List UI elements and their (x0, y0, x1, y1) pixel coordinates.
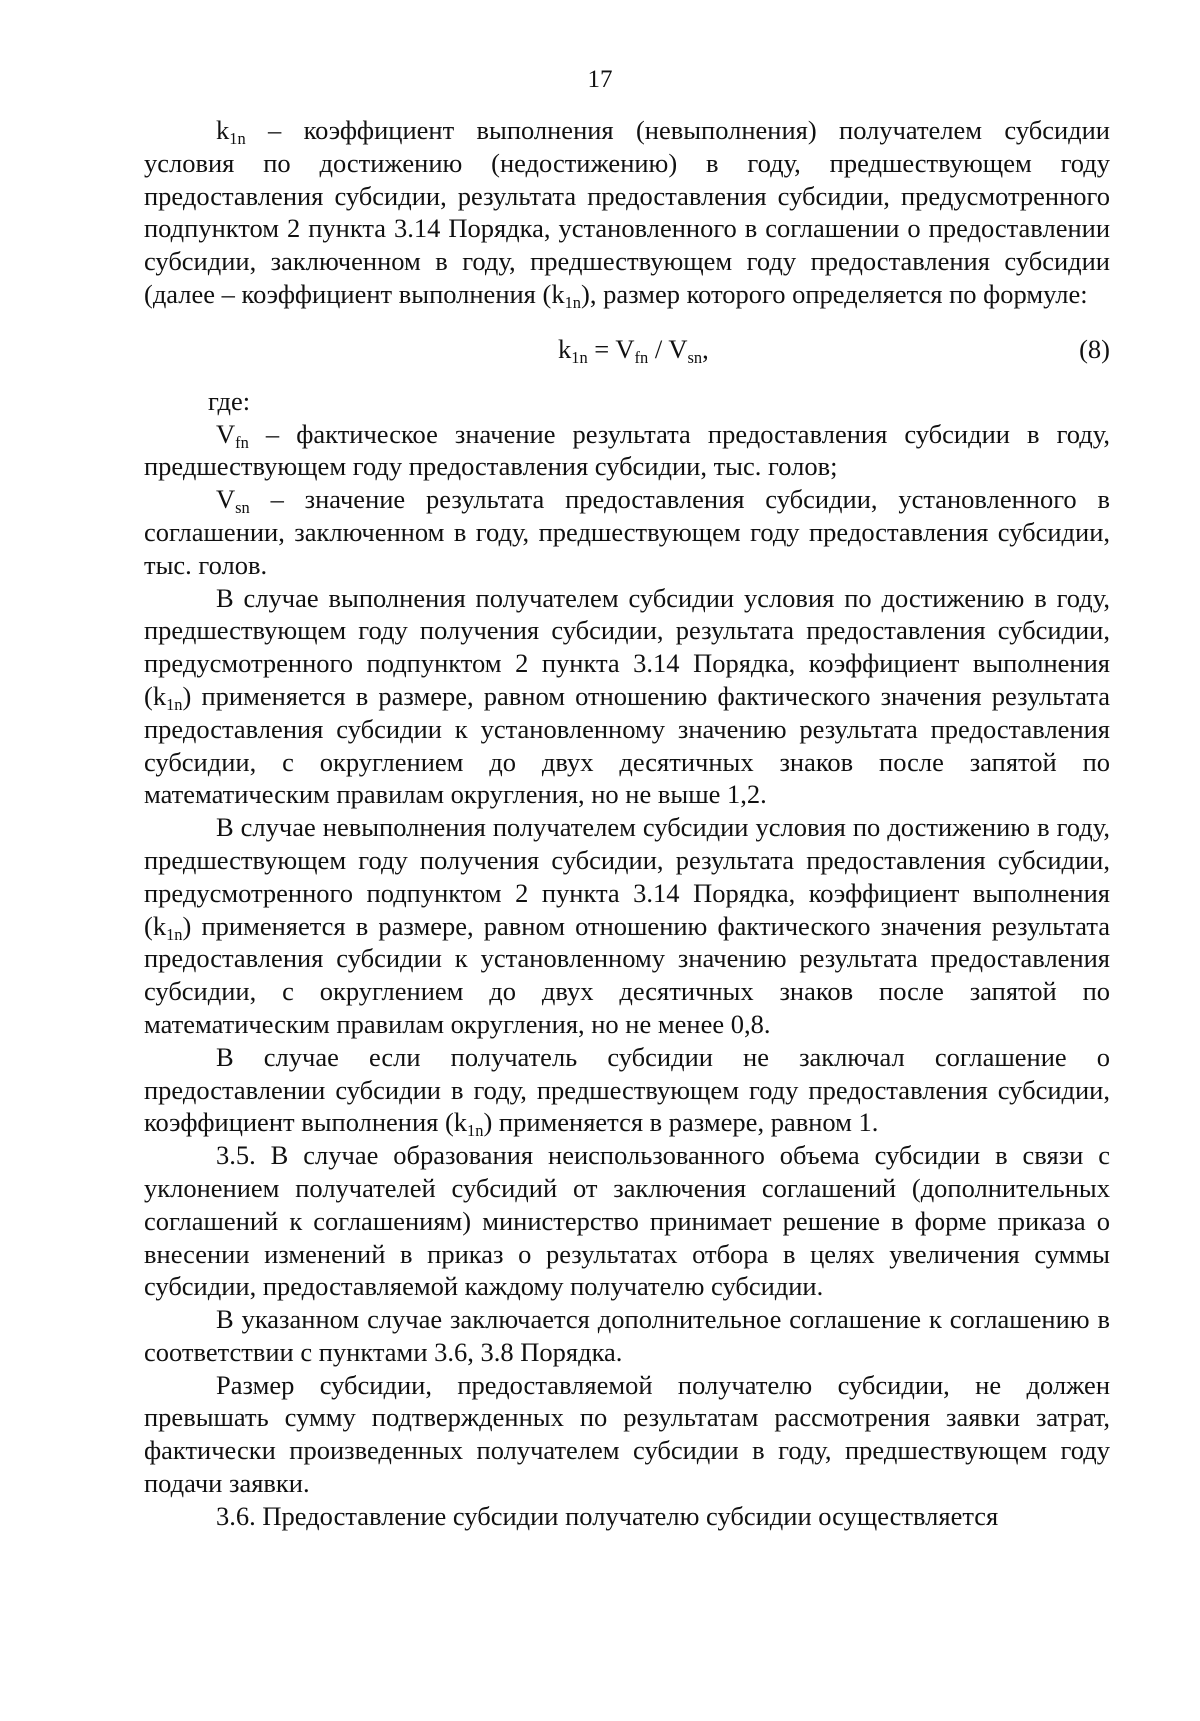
text: – значение результата предоставления субсидии, установленного в соглашении, заключенном в году, предшествующем году предоставления субсидии, тыс. голов. (144, 484, 1110, 580)
formula-divide: / V (648, 333, 688, 364)
symbol: k (152, 680, 167, 711)
formula-lhs-subscript: 1n (571, 347, 588, 367)
paragraph-additional-agreement: В указанном случае заключается дополнительное соглашение к соглашению в соответствии с пунктами 3.6, 3.8 Порядка. (144, 1304, 1110, 1367)
symbol: k (551, 278, 565, 309)
symbol: V (216, 484, 236, 515)
symbol: k (216, 115, 230, 145)
formula-number: (8) (1079, 333, 1110, 364)
formula-comma: , (702, 333, 709, 364)
symbol-subscript: sn (235, 498, 250, 518)
formula-lhs: k (558, 333, 572, 364)
symbol: V (216, 418, 236, 449)
text: ) применяется в размере, равном отношению фактического значения результата предоставления субсидии к установленному значению результата предоставления субсидии, с округлением до двух десятичных знаков после запятой по математическим правилам округления, но не менее 0,8. (144, 910, 1110, 1039)
paragraph-no-agreement (144, 1041, 1110, 1139)
text: – коэффициент выполнения (невыполнения) получателем субсидии условия по достижению (недостижению) в году, предшествующем году предоставления субсидии, результата предоставления субсидии, предусмотренного подпунктом 2 пункта 3.14 Порядка, установленного в соглашении о предоставлении субсидии, заключенном в году, предшествующем году предоставления субсидии (далее – коэффициент выполнения ( (144, 115, 1110, 309)
text: ), размер которого определяется по формуле: (581, 278, 1088, 309)
formula-vfn-subscript: fn (634, 347, 649, 367)
symbol-subscript: 1n (166, 924, 183, 944)
text: В случае если получатель субсидии не заключал соглашение о предоставлении субсидии в году, предшествующем году предоставления субсидии, коэффициент выполнения ( (144, 1041, 1110, 1138)
symbol: k (453, 1107, 468, 1138)
page-number: 17 (587, 66, 613, 93)
formula-8 (144, 333, 1110, 385)
text: В случае выполнения получателем субсидии условия по достижению в году, предшествующем году получения субсидии, результата предоставления субсидии, предусмотренного подпунктом 2 пункта 3.14 Порядка, коэффициент выполнения ( (144, 582, 1110, 711)
where-label: где: (208, 385, 251, 416)
formula-equals: = V (587, 333, 635, 364)
symbol-subscript: 1n (229, 128, 246, 148)
formula-expression (558, 333, 709, 366)
symbol-subscript: 1n (467, 1121, 484, 1141)
text: – фактическое значение результата предоставления субсидии в году, предшествующем году предоставления субсидии, тыс. голов; (144, 418, 1110, 482)
text: ) применяется в размере, равном 1. (483, 1107, 879, 1138)
text: ) применяется в размере, равном отношению фактического значения результата предоставления субсидии к установленному значению результата предоставления субсидии, с округлением до двух десятичных знаков после запятой по математическим правилам округления, но не выше 1,2. (144, 680, 1110, 810)
symbol-subscript: fn (235, 432, 249, 452)
symbol-subscript: 1n (166, 694, 183, 714)
symbol-subscript: 1n (564, 292, 581, 312)
vsn-definition (144, 483, 1110, 581)
paragraph-nonfulfilment (144, 811, 1110, 1041)
paragraph-3-6: 3.6. Предоставление субсидии получателю субсидии осуществляется (216, 1500, 999, 1531)
coefficient-definition (144, 114, 1110, 311)
document-body (144, 114, 1110, 1533)
paragraph-3-5: 3.5. В случае образования неиспользованного объема субсидии в связи с уклонением получателей субсидий от заключения соглашений (дополнительных соглашений к соглашениям) министерство принимает решение в форме приказа о внесении изменений в приказ о результатах отбора в целях увеличения суммы субсидии, предоставляемой каждому получателю субсидии. (144, 1140, 1110, 1302)
text: В случае невыполнения получателем субсидии условия по достижению в году, предшествующем году получения субсидии, результата предоставления субсидии, предусмотренного подпунктом 2 пункта 3.14 Порядка, коэффициент выполнения ( (144, 812, 1110, 941)
paragraph-fulfilment (144, 582, 1110, 812)
vfn-definition (144, 418, 1110, 484)
symbol: k (152, 910, 167, 941)
paragraph-subsidy-amount: Размер субсидии, предоставляемой получателю субсидии, не должен превышать сумму подтвержденных по результатам рассмотрения заявки затрат, фактически произведенных получателем субсидии в году, предшествующем году подачи заявки. (144, 1369, 1110, 1499)
formula-vsn-subscript: sn (687, 347, 703, 367)
